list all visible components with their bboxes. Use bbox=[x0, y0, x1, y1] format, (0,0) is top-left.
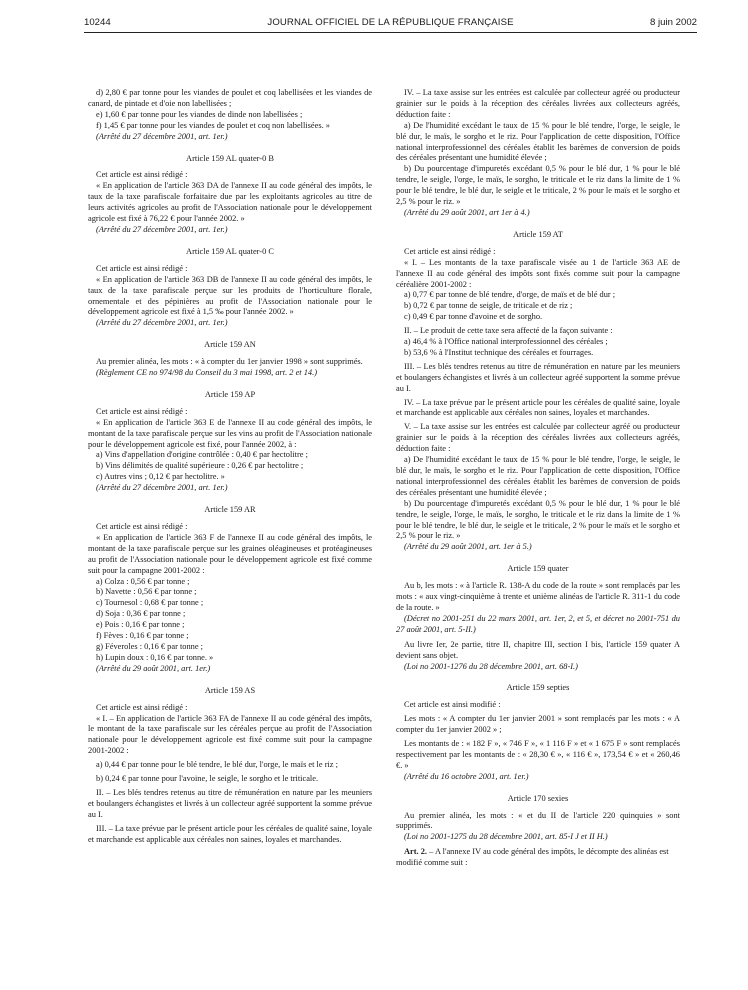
page-number: 10244 bbox=[84, 17, 111, 28]
body-paragraph: Au livre Ier, 2e partie, titre II, chapitre III, section I bis, l'article 159 quater A devient sans objet. bbox=[396, 639, 680, 660]
legal-reference: (Règlement CE no 974/98 du Conseil du 3 mai 1998, art. 2 et 14.) bbox=[96, 368, 317, 378]
body-paragraph: Cet article est ainsi rédigé : bbox=[96, 170, 188, 180]
body-paragraph: IV. – La taxe prévue par le présent article pour les céréales de qualité saine, loyale et marchande est applicable aux céréales non saines, loyales et marchandes. bbox=[396, 397, 680, 418]
article-heading: Article 159 septies bbox=[506, 683, 570, 693]
body-paragraph: c) Tournesol : 0,68 € par tonne ; bbox=[96, 598, 204, 608]
body-paragraph: c) 0,49 € par tonne d'avoine et de sorgho. bbox=[404, 312, 543, 322]
legal-reference: (Arrêté du 27 décembre 2001, art. 1er.) bbox=[96, 224, 228, 234]
body-paragraph: Cet article est ainsi modifié : bbox=[404, 700, 501, 710]
body-paragraph: « En application de l'article 363 DA de l'annexe II au code général des impôts, le taux de la taxe parafiscale forfaitaire due par les exploitants agricoles au titre de leurs activités agricoles au profit de l'Association nationale pour le développement agricole est fixé à 76,22 € pour l'année 2002. » bbox=[88, 181, 372, 224]
body-paragraph: « I. – En application de l'article 363 FA de l'annexe II au code général des impôts, le montant de la taxe parafiscale sur les céréales perçue au profit de l'Association nationale pour le développement agricole est fixé comme suit pour la campagne 2001-2002 : bbox=[88, 713, 372, 756]
body-paragraph: a) 46,4 % à l'Office national interprofessionnel des céréales ; bbox=[404, 337, 608, 347]
body-paragraph: b) 0,24 € par tonne pour l'avoine, le seigle, le sorgho et le triticale. bbox=[96, 774, 319, 784]
body-paragraph: II. – Les blés tendres retenus au titre de rémunération en nature par les meuniers et boulangers échangistes et livrés à un collecteur agréé supportent la somme prévue au I. bbox=[88, 787, 372, 819]
body-paragraph: e) Pois : 0,16 € par tonne ; bbox=[96, 620, 185, 630]
legal-reference: (Arrêté du 27 décembre 2001, art. 1er.) bbox=[96, 131, 228, 141]
article-heading: Article 159 AP bbox=[204, 389, 256, 399]
body-paragraph: Au premier alinéa, les mots : « à compter du 1er janvier 1998 » sont supprimés. bbox=[96, 357, 363, 367]
body-paragraph: f) Fèves : 0,16 € par tonne ; bbox=[96, 631, 189, 641]
body-paragraph: Les montants de : « 182 F », « 746 F », « 1 116 F » et « 1 675 F » sont remplacés respectivement par les montants de : « 28,30 € », « 116 € », 173,54 € » et « 260,46 €. » bbox=[396, 739, 680, 770]
body-paragraph: b) Du pourcentage d'impuretés excédant 0,5 % pour le blé dur, 1 % pour le blé tendre, le seigle, l'orge, le maïs, le sorgho, le triticale et le riz dans la limite de 1 % pour le blé tendre, le blé dur, le seigle et le triticale, 2 % pour le maïs et le sorgho et 2,5 % pour le riz. » bbox=[396, 164, 680, 207]
article-heading: Article 159 AL quater-0 C bbox=[186, 246, 274, 256]
body-paragraph: Les mots : « A compter du 1er janvier 2001 » sont remplacés par les mots : « A compter du 1er janvier 2002 » ; bbox=[396, 714, 680, 735]
body-paragraph: Cet article est ainsi rédigé : bbox=[96, 406, 188, 416]
page-header bbox=[84, 14, 697, 33]
article-heading: Article 159 quater bbox=[507, 564, 569, 574]
body-paragraph: h) Lupin doux : 0,16 € par tonne. » bbox=[96, 652, 214, 662]
body-paragraph: V. – La taxe assise sur les entrées est calculée par collecteur agréé ou producteur grainier sur le poids à la réception des céréales livrées aux collecteurs agréés, déduction faite : bbox=[396, 422, 680, 454]
body-paragraph: Cet article est ainsi rédigé : bbox=[96, 522, 188, 531]
body-paragraph: b) Vins délimités de qualité supérieure : 0,26 € par hectolitre ; bbox=[96, 461, 304, 471]
body-paragraph: a) 0,77 € par tonne de blé tendre, d'orge, de maïs et de blé dur ; bbox=[404, 290, 616, 300]
article-heading: Article 159 AL quater-0 B bbox=[186, 153, 274, 163]
body-paragraph: a) De l'humidité excédant le taux de 15 % pour le blé tendre, l'orge, le seigle, le blé dur, le maïs, le sorgho et le riz. Pour l'application de cette disposition, l'Office national interprofessionnel des céréales établit les barèmes de conversion de poids des céréales présentant une humidité élevée ; bbox=[396, 455, 680, 497]
issue-date: 8 juin 2002 bbox=[650, 17, 697, 28]
body-paragraph: III. – La taxe prévue par le présent article pour les céréales de qualité saine, loyale et marchande est applicable aux céréales non saines, loyales et marchandes. bbox=[88, 823, 372, 844]
body-paragraph: III. – Les blés tendres retenus au titre de rémunération en nature par les meuniers et boulangers échangistes et livrés à un collecteur agréé supportent la somme prévue au I. bbox=[396, 361, 680, 393]
body-paragraph: c) Autres vins ; 0,12 € par hectolitre. » bbox=[96, 472, 225, 482]
legal-reference: (Loi no 2001-1276 du 28 décembre 2001, art. 68-I.) bbox=[404, 661, 578, 671]
paragraph-text: – A l'annexe IV au code général des impôts, le décompte des alinéas est modifié comme suit : bbox=[396, 847, 669, 868]
journal-title: JOURNAL OFFICIEL DE LA RÉPUBLIQUE FRANÇAISE bbox=[267, 17, 514, 28]
body-paragraph: a) 0,44 € par tonne pour le blé tendre, le blé dur, l'orge, le maïs et le riz ; bbox=[96, 760, 338, 770]
article-2-paragraph bbox=[396, 847, 680, 869]
body-paragraph: f) 1,45 € par tonne pour les viandes de poulet et coq non labellisées. » bbox=[96, 120, 330, 130]
body-paragraph: a) De l'humidité excédant le taux de 15 % pour le blé tendre, l'orge, le seigle, le blé dur, le maïs, le sorgho et le riz. Pour l'application de cette disposition, l'Office national interprofessionnel des céréales établit les barèmes de conversion de poids des céréales présentant une humidité élevée ; bbox=[396, 120, 680, 163]
legal-reference: (Arrêté du 29 août 2001, art. 1er.) bbox=[96, 663, 211, 673]
body-paragraph: d) Soja : 0,36 € par tonne ; bbox=[96, 609, 186, 619]
body-paragraph: Cet article est ainsi rédigé : bbox=[96, 263, 188, 273]
body-paragraph: b) 53,6 % à l'Institut technique des céréales et fourrages. bbox=[404, 347, 594, 357]
article-number: Art. 2. bbox=[404, 847, 428, 857]
body-paragraph: « I. – Les montants de la taxe parafiscale visée au 1 de l'article 363 AE de l'annexe II au code général des impôts sont fixés comme suit pour la campagne céréalière 2001-2002 : bbox=[396, 257, 680, 289]
legal-reference: (Décret no 2001-251 du 22 mars 2001, art. 1er, 2, et 5, et décret no 2001-751 du 27 août 2001, art. 5-II.) bbox=[396, 613, 680, 634]
article-heading: Article 159 AS bbox=[204, 685, 256, 695]
body-paragraph: IV. – La taxe assise sur les entrées est calculée par collecteur agréé ou producteur grainier sur le poids à la réception des céréales livrées aux collecteurs agréés, déduction faite : bbox=[396, 88, 680, 119]
body-paragraph: d) 2,80 € par tonne pour les viandes de poulet et coq labellisées et les viandes de canard, de pintade et d'oie non labellisées ; bbox=[88, 88, 372, 108]
body-paragraph: « En application de l'article 363 F de l'annexe II au code général des impôts, le montant de la taxe parafiscale perçue sur les graines oléagineuses et protéagineuses au profit de l'Association nationale pour le développement agricole est fixé comme suit pour la campagne 2001-2002 : bbox=[88, 532, 372, 575]
body-paragraph: a) Colza : 0,56 € par tonne ; bbox=[96, 576, 190, 586]
body-paragraph: Au premier alinéa, les mots : « et du II de l'article 220 quinquies » sont supprimés. bbox=[396, 810, 680, 831]
legal-reference: (Arrêté du 16 octobre 2001, art. 1er.) bbox=[404, 771, 529, 781]
legal-reference: (Loi no 2001-1275 du 28 décembre 2001, art. 85-I J et II H.) bbox=[404, 832, 608, 842]
body-paragraph: b) 0,72 € par tonne de seigle, de triticale et de riz ; bbox=[404, 301, 573, 311]
article-heading: Article 170 sexies bbox=[507, 793, 569, 803]
article-heading: Article 159 AN bbox=[204, 340, 256, 350]
legal-reference: (Arrêté du 29 août 2001, art. 1er à 5.) bbox=[404, 542, 532, 552]
body-paragraph: b) Du pourcentage d'impuretés excédant 0,5 % pour le blé dur, 1 % pour le blé tendre, le seigle, l'orge, le maïs, le sorgho, le triticale et le riz dans la limite de 1 % pour le blé tendre, le blé dur, le seigle et le triticale, 2 % pour le maïs et le sorgho et 2,5 % pour le riz. » bbox=[396, 498, 680, 541]
body-paragraph: Au b, les mots : « à l'article R. 138-A du code de la route » sont remplacés par les mots : « aux vingt-cinquième à trente et unième alinéas de l'article R. 311-1 du code de la route. » bbox=[396, 581, 680, 612]
body-paragraph: « En application de l'article 363 E de l'annexe II au code général des impôts, le montant de la taxe parafiscale perçue sur les vins au profit de l'Association nationale pour le développement agricole est fixé, pour l'année 2002, à : bbox=[88, 417, 372, 449]
body-paragraph: a) Vins d'appellation d'origine contrôlée : 0,40 € par hectolitre ; bbox=[96, 450, 308, 460]
body-paragraph: e) 1,60 € par tonne pour les viandes de dinde non labellisées ; bbox=[96, 109, 303, 119]
body-paragraph: g) Féveroles : 0,16 € par tonne ; bbox=[96, 641, 203, 651]
legal-reference: (Arrêté du 27 décembre 2001, art. 1er.) bbox=[96, 318, 228, 328]
body-paragraph: b) Navette : 0,56 € par tonne ; bbox=[96, 587, 197, 597]
body-paragraph: « En application de l'article 363 DB de l'annexe II au code général des impôts, le taux de la taxe parafiscale perçue sur les produits de l'horticulture florale, ornementale et des pépinières au profit de l'Association nationale pour le développement agricole est fixé à 1,5 ‰ pour l'année 2002. » bbox=[88, 274, 372, 317]
article-heading: Article 159 AR bbox=[204, 505, 256, 515]
body-paragraph: Cet article est ainsi rédigé : bbox=[96, 702, 188, 712]
body-paragraph: II. – Le produit de cette taxe sera affecté de la façon suivante : bbox=[404, 326, 613, 336]
body-paragraph: Cet article est ainsi rédigé : bbox=[404, 246, 496, 256]
right-column bbox=[396, 88, 680, 869]
legal-reference: (Arrêté du 29 août 2001, art 1er à 4.) bbox=[404, 207, 530, 217]
left-column bbox=[88, 88, 372, 845]
legal-reference: (Arrêté du 27 décembre 2001, art. 1er.) bbox=[96, 483, 228, 493]
article-heading: Article 159 AT bbox=[513, 229, 563, 239]
